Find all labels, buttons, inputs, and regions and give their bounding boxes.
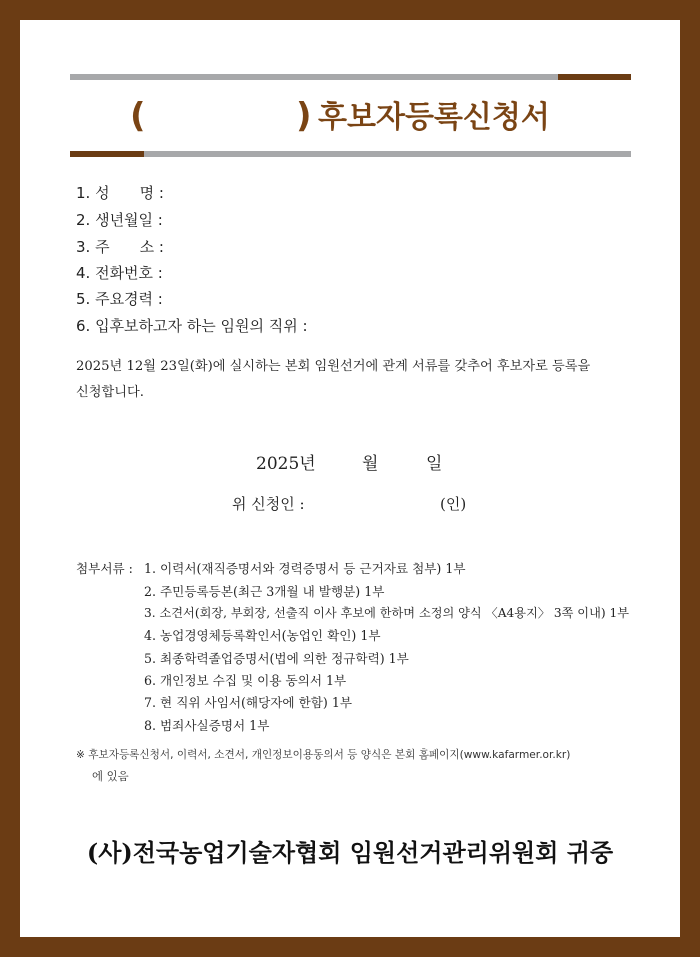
field-career: 5. 주요경력 : (76, 290, 163, 308)
attachment-item: 8. 범죄사실증명서 1부 (144, 718, 270, 733)
document-title (0, 96, 700, 136)
title-close-paren: ) (296, 96, 312, 136)
declaration-line-2: 신청합니다. (76, 385, 144, 400)
attachments-label: 첨부서류 : (76, 561, 133, 576)
attachment-item: 2. 주민등록등본(최근 3개월 내 발행분) 1부 (144, 584, 385, 599)
attachment-item: 1. 이력서(재직증명서와 경력증명서 등 근거자료 첨부) 1부 (144, 561, 466, 576)
note-line-1: ※ 후보자등록신청서, 이력서, 소견서, 개인정보이용동의서 등 양식은 본회 홈페이지(www.kafarmer.or.kr) (76, 749, 571, 761)
field-name: 1. 성 명 : (76, 184, 164, 202)
declaration-line-1: 2025년 12월 23일(화)에 실시하는 본회 임원선거에 관계 서류를 갖추어 후보자로 등록을 (76, 359, 591, 374)
attachment-item: 6. 개인정보 수집 및 이용 동의서 1부 (144, 673, 347, 688)
signature-seal: (인) (440, 495, 467, 513)
top-rule-brown (558, 74, 631, 80)
document-page (20, 20, 680, 937)
date-month: 월 (362, 454, 379, 474)
date-year: 2025년 (256, 454, 316, 474)
bottom-rule-brown (70, 151, 144, 157)
attachment-item: 4. 농업경영체등록확인서(농업인 확인) 1부 (144, 628, 381, 643)
note-line-2: 에 있음 (92, 769, 129, 783)
field-position: 6. 입후보하고자 하는 임원의 직위 : (76, 317, 308, 335)
title-open-paren: ( (130, 96, 146, 136)
bottom-rule-grey (144, 151, 631, 157)
top-rule-grey (70, 74, 558, 80)
field-address: 3. 주 소 : (76, 238, 164, 256)
addressee-footer: (사)전국농업기술자협회 임원선거관리위원회 귀중 (86, 838, 614, 867)
attachment-item: 5. 최종학력졸업증명서(법에 의한 정규학력) 1부 (144, 651, 409, 666)
title-text: 후보자등록신청서 (318, 100, 550, 135)
attachment-item: 3. 소견서(회장, 부회장, 선출직 이사 후보에 한하며 소정의 양식 〈A4용지〉 3쪽 이내) 1부 (144, 606, 630, 620)
date-day: 일 (426, 454, 443, 474)
field-birthdate: 2. 생년월일 : (76, 211, 163, 229)
attachment-item: 7. 현 직위 사임서(해당자에 한함) 1부 (144, 695, 353, 710)
signature-label: 위 신청인 : (232, 495, 305, 513)
field-phone: 4. 전화번호 : (76, 264, 163, 282)
